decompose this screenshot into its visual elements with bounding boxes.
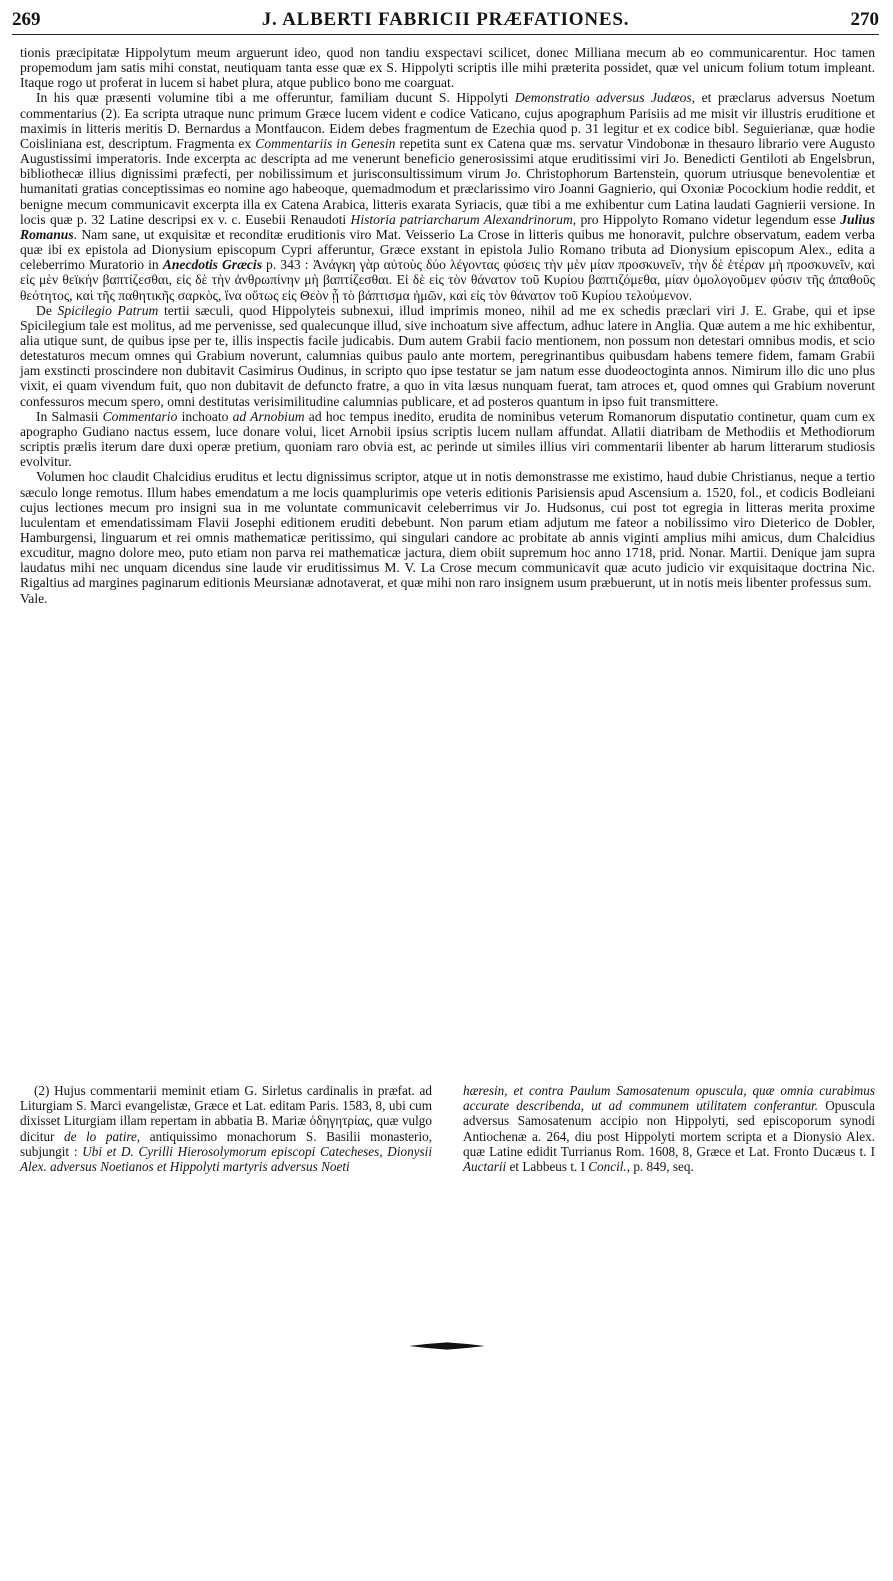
footnotes (20, 1083, 875, 1174)
text-run: ad hoc tempus inedito, erudita de nominibus veterum Romanorum disputatio continetur, quam cum ex apographo Gudiano nactus essem, luce donare volui, licet Arnobii ipsius scriptis lucem nullam affundat. Allatii diatribam de Methodiis et Methodiorum scriptis prælis iterum dare duxi operæ pretium, quoniam raro obvia est, ac perinde ut similes illius viri commentarii libenter ab harum litterarum studiosis evolvitur. (20, 408, 876, 470)
title-demonstratio: Demonstratio adversus Judæos (514, 90, 692, 106)
text-run: De (36, 302, 58, 318)
text-run: inchoato (177, 408, 233, 424)
italic-run: hæresin, et contra Paulum Samosatenum opuscula, quæ omnia curabimus accurate describenda, ut ad communem utilitatem conferantur. (463, 1083, 875, 1114)
italic-run: Concil. (588, 1159, 627, 1175)
text-run: , pro Hippolyto Romano videtur legendum esse (572, 211, 841, 227)
closing-vale: Vale. (20, 590, 48, 606)
text-run: In his quæ præsenti volumine tibi a me offeruntur, familiam ducunt S. Hippolyti (36, 90, 515, 106)
paragraph-3 (20, 303, 875, 409)
text-run: tertii sæculi, quod Hippolyteis subnexui, illud imprimis moneo, nihil ad me ex schedis præclari viri J. E. Grabe, qui et ipse Spicilegium tale est molitus, ad me pervenisse, sed qualecunque illud, sive inchoatum sive affectum, adhuc latere in Anglia. Quæ autem a me hic exhibentur, alia utique sunt, de quibus ipse per te, illis inspectis facile judicabis. Dum autem Grabii facio mentionem, non possum non detestari omnibus modis, et scio detestaturos mecum omnes qui Grabium noverunt, calumnias quibus paulo ante mortem, peregrinantibus quibusdam habens temere fidem, famam Grabii jam exstincti proscindere non dubitavit Casimirus Oudinus, in scripto quo ipse testatur se jam natum esse duodeoctoginta annos. Nimirum illo dic uno plus vixit, ei quam vivendum fuit, quo non dubitavit de defuncto fratre, a quo in vita læsus nunquam fuerat, tam atroces et, quod omnes qui Grabium noverunt confessuros mecum spero, omni destitutas verisimilitudine calumnias publicare, et ad posteros quantum in ipso fuit transmittere. (20, 302, 875, 409)
text-run: Opuscula adversus Samosatenum accipio non Hippolyti, sed episcoporum synodi Antiochenæ a. 264, diu post Hippolyti mortem scripta et a Dionysio Alex. quæ Latine edidit Turrianus Rom. 1608, 8, Græce et Lat. Fronto Ducæus t. I (463, 1098, 876, 1159)
main-text (20, 45, 875, 606)
text-run: p. 343 : (262, 257, 313, 273)
text-run: , p. 849, seq. (626, 1159, 694, 1175)
greek-word: ὁδηγητρίας (309, 1113, 370, 1129)
italic-run: Ubi et D. Cyrilli Hierosolymorum episcopi Catecheses, Dionysii Alex. adversus Noetianos et Hippolyti martyris adversus Noeti (20, 1143, 432, 1175)
title-spicilegium: Spicilegio Patrum (57, 302, 159, 318)
footnote-column-right (463, 1083, 875, 1174)
title-commentario: Commentario (102, 408, 178, 424)
footnote-2 (20, 1083, 432, 1174)
text-run: , et præclarus adversus Noetum commentarius (2). Ea scripta utraque nunc primum Græce lucem vident e codice Vaticano, cujus apographum Parisiis ad me misit vir illustris eruditione et maximis in litteris meritis D. Bernardus a Montfaucon. Eidem debes fragmentum de Ezechia quod p. 31 legitur et ex codice bibl. Seguierianæ, quæ hodie Coisliniana est, descriptum. Fragmenta ex (20, 90, 876, 151)
text-run: repetita sunt ex Catena quæ ms. servatur Vindobonæ in thesauro librario vere Augusto Augustissimi imperatoris. Inde excerpta ac descripta ad me venerunt beneficio generosissimi atque eruditissimi viri Jo. Benedicti Gentiloti ab Engelsbrun, bibliothecæ illius dignissimi præfecti, per nobilissimum et jurisconsultissimum virum Jo. Christophorum Bartenstein, quorum utriusque benevolentiæ et humanitati gratias conceptissimas eo nomine ago habeoque, quemadmodum et præclarissimo viro Joanni Gagnierio, qui Oxoniæ Pocockium hodie reddit, et benigne mecum communicavit excerpta illa ex Catena Arabica, litteris exarata Syriacis, quæ tibi a me exhibentur cum Latina laudati Gagnierii versione. In locis quæ p. 32 Latine descripsi ex v. c. Eusebii Renaudoti (20, 135, 875, 227)
page-number-right: 270 (850, 9, 879, 30)
title-historia-patriarcharum: Historia patriarcharum Alexandrinorum (350, 211, 573, 227)
running-header (12, 8, 879, 35)
paragraph-2 (20, 90, 875, 302)
paragraph-1: tionis præcipitatæ Hippolytum meum arguerunt ideo, quod non tandiu exspectavi scilicet, donec Milliana mecum ab eo communicarentur. Hoc tamen propemodum jam satis mihi constat, neutiquam tanta esse quæ ex S. Hippolyti scriptis ille mihi præterita possidet, quæ vel unicum folium totum impleant. Itaque rogo ut proferat in lucem si habet plura, atque publico bono me coarguat. (20, 45, 875, 91)
running-title: J. ALBERTI FABRICII PRÆFATIONES. (261, 9, 630, 30)
footnote-2-continued (463, 1083, 875, 1174)
paragraph-4 (20, 409, 875, 470)
end-ornament-icon (408, 1340, 486, 1352)
greek-quotation: Ἀνάγκη γὰρ αὐτοὺς δύο λέγοντας φύσεις τὴν μὲν μίαν προσκυνεῖν, τὴν δὲ ἑτέραν μὴ προσκυνεῖν, καὶ εἰς μὲν θεϊκὴν βαπτίζεσθαι, εἰς δὲ τὴν ἀνθρωπίνην μὴ βαπτίζεσθαι. Εἰ δὲ εἰς τὸν θάνατον τοῦ Κυρίου βαπτιζόμεθα, μίαν ὁμολογοῦμεν φύσιν τῆς ἀπαθοῦς θεότητος, καὶ τῆς παθητικῆς σαρκὸς, ἵνα οὕτως εἰς Θεὸν ᾖ τὸ βάπτισμα ἡμῶν, καὶ εἰς τὸν θάνατον τοῦ Κυρίου τελούμενον. (20, 257, 875, 303)
text-run: , quæ vulgo dicitur (20, 1113, 432, 1144)
name-julius-romanus: Julius Romanus (20, 211, 876, 242)
text-run: . Nam sane, ut exquisitæ et reconditæ eruditionis viro Mat. Veisserio La Crose in litteris quibus me honoravit, pulchre observatum, eadem verba quæ ibi ex epistola ad Dionysium episcopum Cypri afferuntur, Græce exstant in epistola Julio Romano tributa ad Dionysium episcopum Alex., edita a celeberrimo Muratorio in (20, 226, 875, 273)
text-run: (2) Hujus commentarii meminit etiam G. Sirletus cardinalis in præfat. ad Liturgiam S. Marci evangelistæ, Græce et Lat. editam Paris. 1583, 8, ubi cum dixisset Liturgiam illam repertam in abbatia B. Mariæ (20, 1083, 432, 1129)
title-ad-arnobium: ad Arnobium (232, 408, 305, 424)
text-run: et Labbeus t. I (506, 1159, 589, 1175)
italic-run: de lo patire (64, 1128, 137, 1144)
italic-run: Auctarii (463, 1159, 507, 1175)
title-commentarii-genesin: Commentariis in Genesin (255, 135, 396, 151)
text-run: In Salmasii (36, 408, 103, 424)
text-run: , antiquissimo monachorum S. Basilii monasterio, subjungit : (20, 1128, 432, 1159)
page-number-left: 269 (12, 9, 41, 30)
footnote-column-left (20, 1083, 432, 1174)
title-anecdota-graeca: Anecdotis Græcis (162, 257, 262, 273)
paragraph-5: Volumen hoc claudit Chalcidius eruditus et lectu dignissimus scriptor, atque ut in notis demonstrasse me existimo, haud dubie Christianus, neque a tertio sæculo longe remotus. Illum habes emendatum a me locis quamplurimis ope veteris editionis Parisiensis apud Ascensium a. 1520, fol., et codicis Bodleiani cujus lectiones mecum pro insigni sua in me voluntate communicavit celeberrimus vir Jo. Hudsonus, cui post tot egregia in litteras merita proxime luculentam et emendatissimam Flavii Josephi editionem eruditi debebunt. Non parum etiam adjutum me fateor a nobilissimo viro Dieterico de Dobler, Hamburgensi, linguarum et rei omnis mathematicæ peritissimo, qui singulari candore ac probitate ab annis viginti amplius mihi amicus, dum Chalcidius excuditur, magno dolore meo, puto etiam non parva rei mathematicæ jactura, diem obiit supremum hoc anno 1718, prid. Nonar. Martii. Denique jam supra laudatus mihi nec unquam dicendus sine laude vir eruditissimus M. V. La Crose mecum communicavit quæ acuto judicio vir exquisitaque doctrina Nic. Rigaltius ad margines paginarum editionis Meursianæ adnotaverat, et quæ mihi non raro insignem usum præbuerunt, ut in notis meis libenter professus sum. (20, 469, 875, 591)
